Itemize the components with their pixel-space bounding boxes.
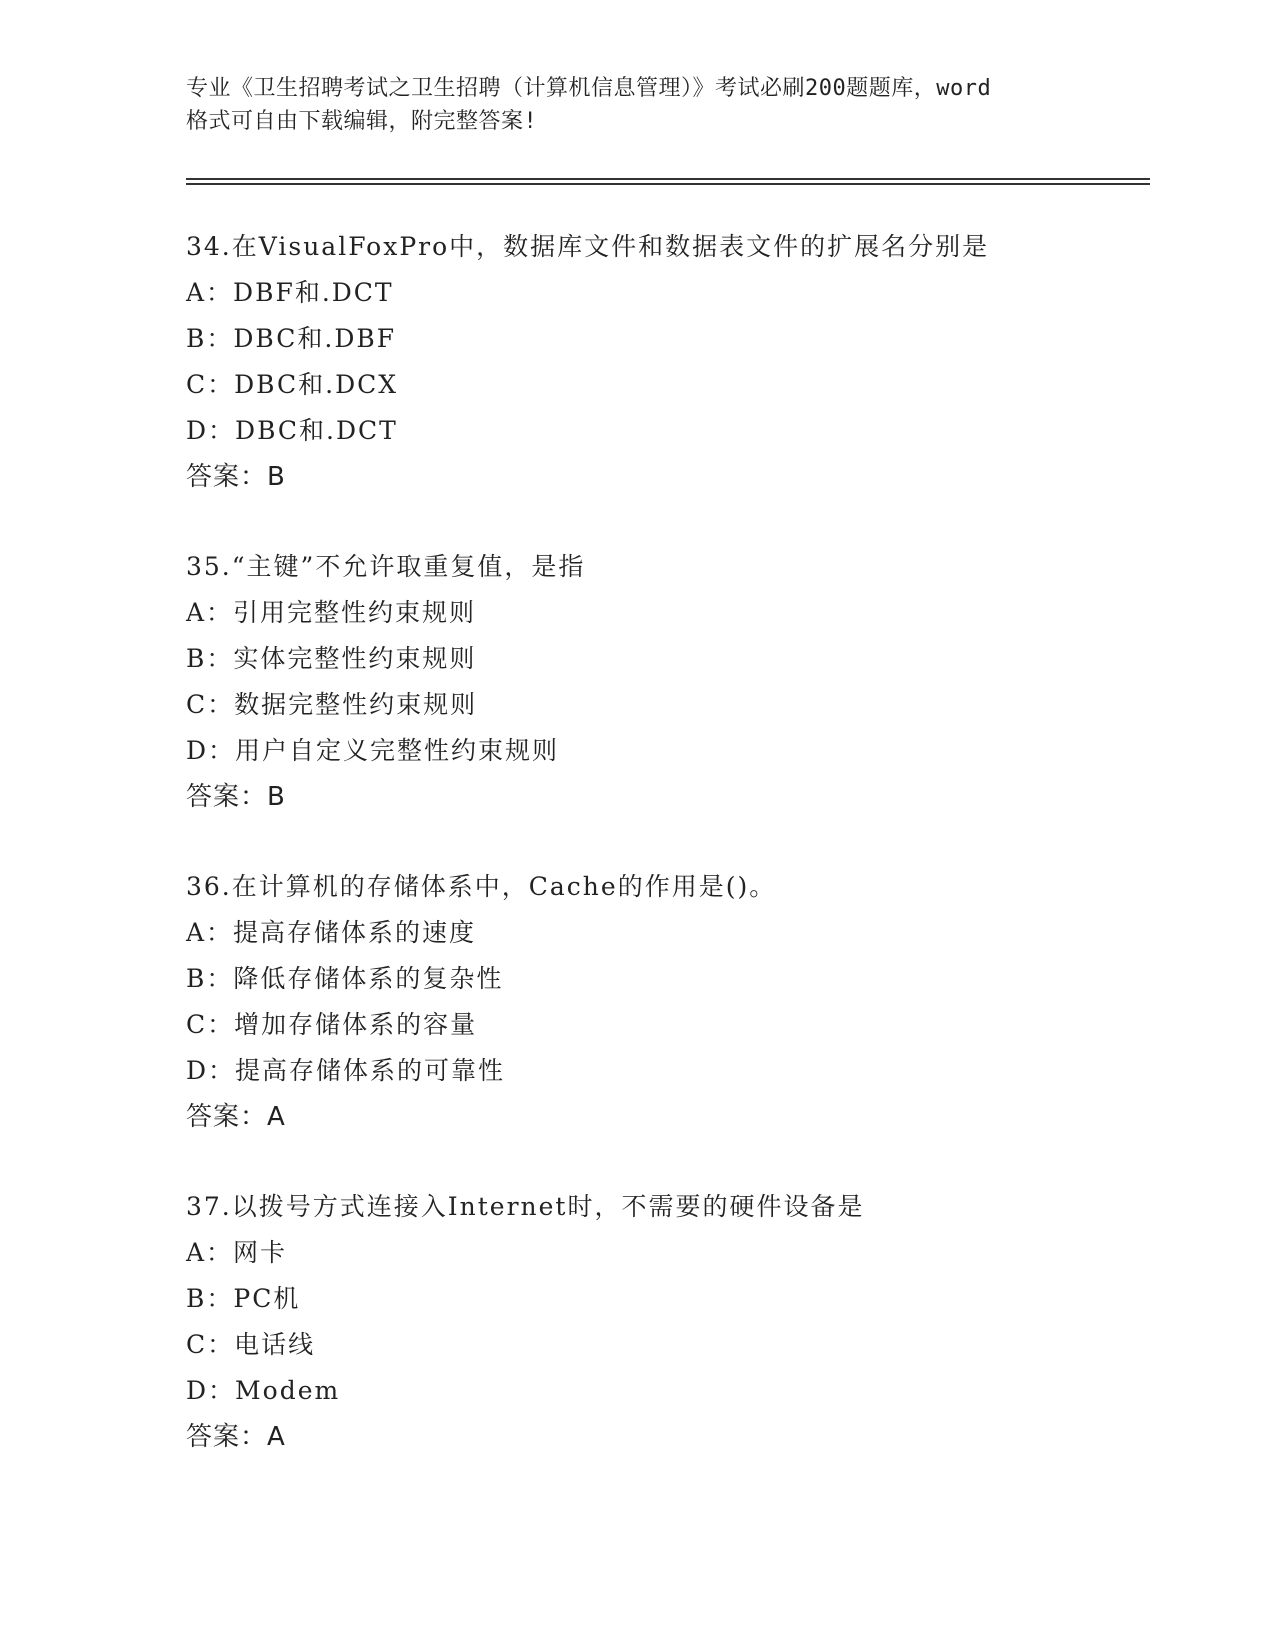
question-35 bbox=[186, 544, 1146, 820]
option-d: D：Modem bbox=[186, 1376, 341, 1405]
option-d: D：用户自定义完整性约束规则 bbox=[186, 736, 560, 765]
option-a: A：DBF和.DCT bbox=[186, 278, 394, 307]
answer-line: 答案：A bbox=[186, 1422, 286, 1452]
option-c: C：DBC和.DCX bbox=[186, 370, 399, 399]
question-stem: 34.在VisualFoxPro中，数据库文件和数据表文件的扩展名分别是 bbox=[186, 232, 990, 261]
option-c: C：电话线 bbox=[186, 1330, 316, 1359]
question-34 bbox=[186, 224, 1146, 500]
header-line-2: 格式可自由下载编辑，附完整答案! bbox=[186, 109, 538, 134]
header-divider-bottom bbox=[186, 183, 1150, 185]
option-a: A：引用完整性约束规则 bbox=[186, 598, 477, 627]
option-d: D：提高存储体系的可靠性 bbox=[186, 1056, 506, 1085]
option-b: B：DBC和.DBF bbox=[186, 324, 397, 353]
option-a: A：提高存储体系的速度 bbox=[186, 918, 477, 947]
option-c: C：增加存储体系的容量 bbox=[186, 1010, 478, 1039]
option-b: B：实体完整性约束规则 bbox=[186, 644, 477, 673]
option-c: C：数据完整性约束规则 bbox=[186, 690, 478, 719]
question-stem: 37.以拨号方式连接入Internet时，不需要的硬件设备是 bbox=[186, 1192, 865, 1221]
question-36 bbox=[186, 864, 1146, 1140]
document-header bbox=[186, 72, 1086, 138]
question-37 bbox=[186, 1184, 1146, 1460]
option-b: B：PC机 bbox=[186, 1284, 301, 1313]
answer-line: 答案：B bbox=[186, 782, 286, 812]
answer-line: 答案：A bbox=[186, 1102, 286, 1132]
header-line-1: 专业《卫生招聘考试之卫生招聘（计算机信息管理）》考试必刷200题题库，word bbox=[186, 76, 992, 101]
answer-line: 答案：B bbox=[186, 462, 286, 492]
header-divider-top bbox=[186, 178, 1150, 180]
option-b: B：降低存储体系的复杂性 bbox=[186, 964, 504, 993]
question-stem: 36.在计算机的存储体系中，Cache的作用是()。 bbox=[186, 872, 777, 901]
question-stem: 35.“主键”不允许取重复值，是指 bbox=[186, 552, 586, 581]
option-d: D：DBC和.DCT bbox=[186, 416, 398, 445]
option-a: A：网卡 bbox=[186, 1238, 288, 1267]
